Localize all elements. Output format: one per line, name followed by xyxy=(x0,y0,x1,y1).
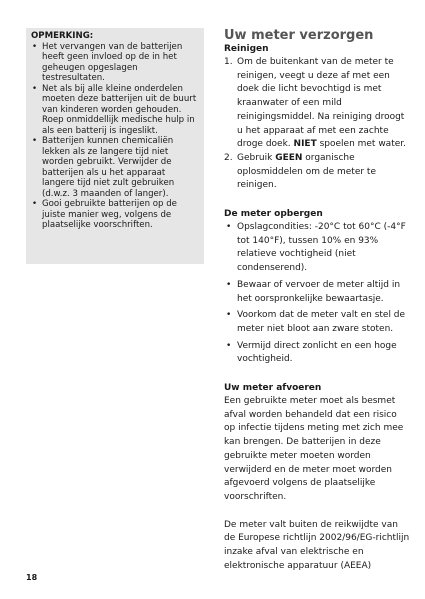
cleaning-step xyxy=(224,56,410,152)
disposal-paragraph: Een gebruikte meter moet als besmet afval worden behandeld dat een risico op infectie tijdens meting met zich mee kan brengen. De batterijen in deze gebruikte meter moeten worden verwijderd en de meter moet worden afgevoerd volgens de plaatselijke voorschriften. xyxy=(224,396,404,502)
storage-item: • Vermijd direct zonlicht en een hoge vochtigheid. xyxy=(224,340,410,367)
step-number: 1. xyxy=(224,57,233,67)
page-number: 18 xyxy=(26,573,38,582)
step-text: Om de buitenkant van de meter te reinigen, veegt u deze af met een doek die licht bevochtigd is met kraanwater of een mild reinigingsmiddel. Na reiniging droogt u het apparaat af met een zachte droge doek. xyxy=(237,57,405,150)
storage-list xyxy=(224,221,410,367)
step-text: Gebruik xyxy=(237,152,276,163)
note-item: • Net als bij alle kleine onderdelen moeten deze batterijen uit de buurt van kinderen worden gehouden. Roep onmiddellijk medische hulp in als een batterij is ingeslikt. xyxy=(31,84,200,137)
right-column xyxy=(224,28,410,574)
cleaning-heading: Reinigen xyxy=(224,44,269,54)
note-title: OPMERKING: xyxy=(31,31,94,41)
step-number: 2. xyxy=(224,152,233,163)
note-list xyxy=(31,42,200,231)
disposal-heading: Uw meter afvoeren xyxy=(224,383,322,394)
storage-item: • Bewaar of vervoer de meter altijd in het oorspronkelijke bewaartasje. xyxy=(224,279,410,306)
step-emphasis: NIET xyxy=(293,139,317,150)
note-item: • Batterijen kunnen chemicaliën lekken als ze langere tijd niet worden gebruikt. Verwijder de batterijen als u het apparaat langere tijd niet zult gebruiken (d.w.z. 3 maanden of langer). xyxy=(31,136,200,199)
storage-item: • Opslagcondities: -20°C tot 60°C (-4°F tot 140°F), tussen 10% en 93% relatieve vochtigheid (niet condenserend). xyxy=(224,221,410,276)
step-text-tail: organische oplosmiddelen om de meter te reinigen. xyxy=(237,152,376,191)
storage-item: • Voorkom dat de meter valt en stel de meter niet bloot aan zware stoten. xyxy=(224,309,410,336)
note-item: • Het vervangen van de batterijen heeft geen invloed op de in het geheugen opgeslagen testresultaten. xyxy=(31,42,200,84)
section-title: Uw meter verzorgen xyxy=(224,28,374,43)
weee-paragraph: De meter valt buiten de reikwijdte van de Europese richtlijn 2002/96/EG-richtlijn inzake afval van elektrische en elektronische apparatuur (AEEA) xyxy=(224,519,410,571)
cleaning-step xyxy=(224,152,410,193)
step-emphasis: GEEN xyxy=(275,152,303,163)
storage-heading: De meter opbergen xyxy=(224,209,323,220)
cleaning-steps xyxy=(224,56,410,193)
note-box xyxy=(26,28,204,264)
note-item: • Gooi gebruikte batterijen op de juiste manier weg, volgens de plaatselijke voorschriften. xyxy=(31,199,200,231)
step-text-tail: spoelen met water. xyxy=(316,139,406,150)
